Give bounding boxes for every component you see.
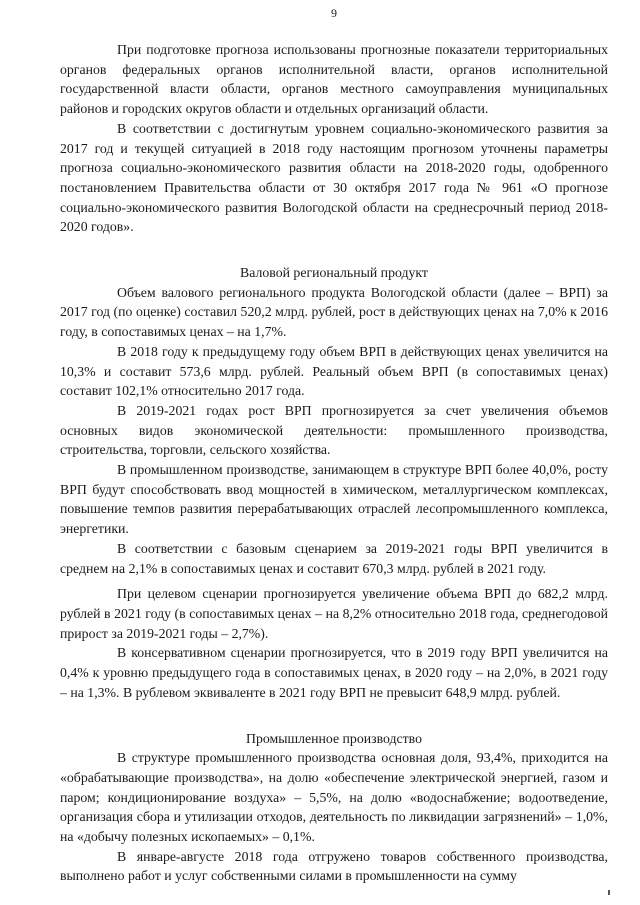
paragraph-forecast-sources: При подготовке прогноза использованы прогнозные показатели территориальных органов федеральных органов исполнительной власти, органов исполнительной государственной власти области, органов местного самоуправления муниципальных районов и городских округов области и отдельных организаций области. — [60, 42, 608, 117]
document-page — [60, 0, 608, 905]
paragraph-forecast-update: В соответствии с достигнутым уровнем социально-экономического развития за 2017 год и текущей ситуацией в 2018 году настоящим прогнозом уточнены параметры прогноза социально-экономического развития области на 2018-2020 годы, одобренного постановлением Правительства области от 30 октября 2017 года № 961 «О прогнозе социально-экономического развития Вологодской области на среднесрочный период 2018-2020 годов». — [60, 120, 608, 235]
heading-grp: Валовой региональный продукт — [240, 265, 428, 281]
page-number: 9 — [331, 6, 337, 20]
scan-edge-mark — [608, 890, 610, 895]
paragraph-grp-conservative-scenario: В консервативном сценарии прогнозируется, что в 2019 году ВРП увеличится на 0,4% к уровню предыдущего года в сопоставимых ценах, в 2020 году – на 2,0%, в 2021 году – на 1,3%. В рублевом эквиваленте в 2021 году ВРП не превысит 648,9 млрд. рублей. — [60, 645, 608, 700]
paragraph-grp-2018: В 2018 году к предыдущему году объем ВРП в действующих ценах увеличится на 10,3% и составит 573,6 млрд. рублей. Реальный объем ВРП (в сопоставимых ценах) составит 102,1% относительно 2017 года. — [60, 343, 608, 399]
section-spacer — [60, 703, 608, 717]
paragraph-grp-2019-2021-drivers: В 2019-2021 годах рост ВРП прогнозируется за счет увеличения объемов основных видов экономической деятельности: промышленного производства, строительства, торговли, сельского хозяйства. — [60, 402, 608, 458]
heading-industrial-production: Промышленное производство — [246, 730, 422, 746]
section-spacer — [60, 237, 608, 251]
paragraph-grp-2017: Объем валового регионального продукта Вологодской области (далее – ВРП) за 2017 год (по оценке) составил 520,2 млрд. рублей, рост в действующих ценах на 7,0% к 2016 году, в сопоставимых ценах – на 1,7%. — [60, 284, 608, 340]
paragraph-industry-shipments: В январе-августе 2018 года отгружено товаров собственного производства, выполнено работ и услуг собственными силами в промышленности на сумму — [60, 848, 608, 884]
document-body — [60, 40, 608, 886]
paragraph-grp-base-scenario: В соответствии с базовым сценарием за 2019-2021 годы ВРП увеличится в среднем на 2,1% в сопоставимых ценах и составит 670,3 млрд. рублей в 2021 году. — [60, 540, 608, 576]
paragraph-grp-target-scenario: При целевом сценарии прогнозируется увеличение объема ВРП до 682,2 млрд. рублей в 2021 году (в сопоставимых ценах – на 8,2% относительно 2018 года, среднегодовой прирост за 2019-2021 годы – 2,7%). — [60, 586, 608, 641]
paragraph-industry-structure: В структуре промышленного производства основная доля, 93,4%, приходится на «обрабатывающие производства», на долю «обеспечение электрической энергией, газом и паром; кондиционирование воздуха» – 5,5%, на долю «водоснабжение; водоотведение, организация сбора и утилизации отходов, деятельность по ликвидации загрязнений» – 1,0%, на «добычу полезных ископаемых» – 0,1%. — [60, 750, 608, 845]
paragraph-grp-industry: В промышленном производстве, занимающем в структуре ВРП более 40,0%, росту ВРП будут способствовать ввод мощностей в химическом, металлургическом комплексах, повышение темпов развития перерабатывающих отраслей лесопромышленного комплекса, энергетики. — [60, 462, 608, 537]
